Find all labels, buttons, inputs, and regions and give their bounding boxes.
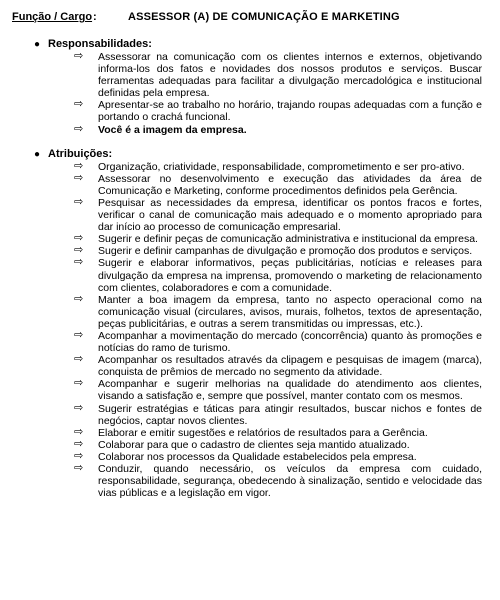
list-item-text: Colaborar para que o cadastro de clientes seja mantido atualizado. (98, 438, 410, 451)
list-item (12, 378, 488, 402)
list-item (12, 51, 488, 99)
bullet-dot-icon: ● (34, 148, 41, 160)
arrow-right-icon: ⇨ (74, 436, 84, 450)
job-title-value: ASSESSOR (A) DE COMUNICAÇÃO E MARKETING (128, 11, 400, 23)
section-heading (12, 38, 488, 51)
sections-container (12, 38, 488, 499)
list-item-text: Sugerir e elaborar informativos, peças publicitárias, notícias e releases para divulgação da empresa na imprensa, promovendo o marketing de relacionamento com clientes, colaboradores e com a comunidade. (98, 257, 482, 294)
list-item-text: Acompanhar a movimentação do mercado (concorrência) quanto às promoções e notícias do ramo de turismo. (98, 329, 482, 355)
job-title-row (12, 11, 488, 25)
arrow-right-icon: ⇨ (74, 352, 84, 366)
job-title-colon: : (93, 11, 97, 23)
arrow-right-icon: ⇨ (74, 327, 84, 341)
arrow-right-icon: ⇨ (74, 194, 84, 208)
list-item (12, 463, 488, 499)
list-item-text: Organização, criatividade, responsabilidade, comprometimento e ser pro-ativo. (98, 160, 465, 173)
section-responsabilidades (12, 38, 488, 136)
section-title: Atribuições: (48, 147, 113, 160)
arrow-right-icon: ⇨ (74, 170, 84, 184)
list-item-text: Acompanhar e sugerir melhorias na qualidade do atendimento aos clientes, visando a satisfação e, sempre que possível, manter contato com os mesmos. (98, 378, 482, 403)
list-item (12, 436, 488, 451)
list-item-text: Pesquisar as necessidades da empresa, identificar os pontos fracos e fortes, verificar o canal de comunicação mais adequado e o momento apropriado para dar início ao processo de comunicação empresarial. (98, 196, 482, 234)
list-item (12, 194, 488, 234)
bullet-dot-icon: ● (34, 39, 41, 50)
section-atribuicoes (12, 148, 488, 500)
arrow-right-icon: ⇨ (74, 424, 84, 438)
list-item (12, 291, 488, 330)
list-item-text: Sugerir e definir peças de comunicação administrativa e institucional da empresa. (98, 233, 478, 246)
list-item (12, 400, 488, 427)
list-item (12, 99, 488, 123)
list-item-text: Assessorar na comunicação com os clientes internos e externos, objetivando informa-los dos fatos e novidades dos nossos produtos e serviços. Buscar ferramentas adequadas para facilitar a divulgação mercadológica e institucional definidas pela empresa. (98, 51, 482, 100)
list-item (12, 158, 488, 173)
job-title-label: Função / Cargo (12, 11, 93, 23)
section-title: Responsabilidades: (48, 38, 152, 50)
list-item-text: Sugerir estratégias e táticas para atingir resultados, buscar nichos e fontes de negócios, captar novos clientes. (98, 402, 482, 427)
list-item-text: Assessorar no desenvolvimento e execução das atividades da área de Comunicação e Marketing, conforme procedimentos definidos pela Gerência. (98, 172, 482, 197)
arrow-right-icon: ⇨ (74, 49, 84, 62)
arrow-right-icon: ⇨ (74, 97, 84, 111)
arrow-right-icon: ⇨ (74, 400, 84, 414)
arrow-right-icon: ⇨ (74, 231, 84, 245)
list-item-text: Manter a boa imagem da empresa, tanto no aspecto operacional como na comunicação visual (circulares, avisos, murais, folhetos, textos de apresentação, peças publicitárias, e outras a serem transmitidas ou impressas, etc.). (98, 293, 482, 330)
list-item-text: Apresentar-se ao trabalho no horário, trajando roupas adequadas com a função e portando o crachá funcional. (98, 99, 482, 124)
list-item (12, 448, 488, 463)
list-item (12, 121, 488, 136)
list-item-text: Acompanhar os resultados através da clipagem e pesquisas de imagem (marca), conquista de prêmios de mercado no segmento da atividade. (98, 354, 482, 379)
list-item (12, 327, 488, 355)
list-item-text: Elaborar e emitir sugestões e relatórios de resultados para a Gerência. (98, 426, 428, 439)
list-item (12, 257, 488, 293)
item-list (12, 158, 488, 500)
arrow-right-icon: ⇨ (74, 243, 84, 257)
section-heading (12, 148, 488, 161)
list-item-text: Sugerir e definir campanhas de divulgação e promoção dos produtos e serviços. (98, 245, 473, 258)
arrow-right-icon: ⇨ (74, 255, 84, 269)
list-item (12, 245, 488, 257)
arrow-right-icon: ⇨ (74, 448, 84, 462)
arrow-right-icon: ⇨ (74, 158, 84, 172)
list-item (12, 233, 488, 245)
list-item (12, 354, 488, 378)
list-item (12, 170, 488, 197)
arrow-right-icon: ⇨ (74, 291, 84, 305)
item-list (12, 51, 488, 136)
arrow-right-icon: ⇨ (74, 461, 84, 474)
arrow-right-icon: ⇨ (74, 376, 84, 390)
list-item (12, 424, 488, 439)
list-item-text: Colaborar nos processos da Qualidade estabelecidos pela empresa. (98, 450, 417, 463)
arrow-right-icon: ⇨ (74, 121, 84, 135)
list-item-text: Conduzir, quando necessário, os veículos da empresa com cuidado, responsabilidade, segurança, obedecendo à sinalização, sentido e velocidade das vias públicas e a legislação em vigor. (98, 463, 482, 500)
list-item-text: Você é a imagem da empresa. (98, 123, 247, 136)
